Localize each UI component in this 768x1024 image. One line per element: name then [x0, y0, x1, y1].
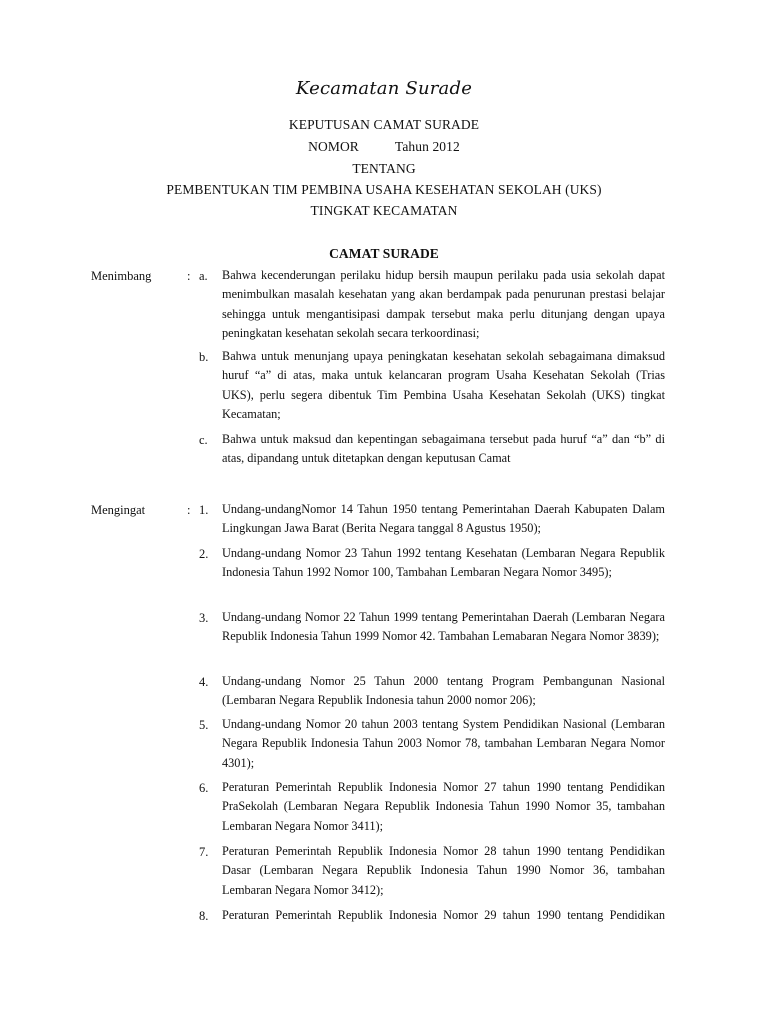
mengingat-item: Undang-undang Nomor 23 Tahun 1992 tentang Kesehatan (Lembaran Negara Republik Indonesia Tahun 1992 Nomor 100, Tambahan Lembaran Negara Nomor 3495);: [222, 546, 665, 580]
mengingat-item: Undang-undang Nomor 20 tahun 2003 tentang System Pendidikan Nasional (Lembaran Negara Republik Indonesia Tahun 2003 Nomor 78, tambahan Lembaran Negara Nomor 4301);: [222, 717, 665, 770]
mengingat-marker: 2.: [199, 547, 209, 561]
about-label: TENTANG: [352, 161, 416, 176]
mengingat-item: Undang-undang Nomor 22 Tahun 1999 tentang Pemerintahan Daerah (Lembaran Negara Republik Indonesia Tahun 1999 Nomor 42. Tambahan Lemabaran Negara Nomor 3839);: [222, 610, 665, 644]
menimbang-label: Menimbang: [91, 269, 152, 283]
mengingat-marker: 7.: [199, 845, 209, 859]
year-label: Tahun 2012: [394, 139, 460, 154]
menimbang-item: Bahwa kecenderungan perilaku hidup bersih maupun perilaku pada usia sekolah dapat menimbulkan masalah kesehatan yang akan berdampak pada penurunan prestasi belajar sehingga untuk mengantisipasi dampak tersebut maka perlu ditunjang dengan upaya peningkatan kesehatan sekolah secara terkoordinasi;: [222, 268, 665, 340]
menimbang-marker: c.: [199, 433, 208, 447]
number-label: NOMOR: [308, 139, 359, 154]
decree-title: KEPUTUSAN CAMAT SURADE: [288, 117, 480, 132]
decree-number-line: [0, 139, 768, 155]
mengingat-item: Undang-undang Nomor 25 Tahun 2000 tentang Program Pembangunan Nasional (Lembaran Negara Republik Indonesia tahun 2000 nomor 206);: [222, 674, 665, 708]
district-title: Kecamatan Surade: [295, 78, 473, 99]
subject-line-2: TINGKAT KECAMATAN: [310, 203, 458, 218]
menimbang-marker: b.: [199, 350, 209, 364]
subject-line-1: PEMBENTUKAN TIM PEMBINA USAHA KESEHATAN SEKOLAH (UKS): [166, 182, 602, 197]
menimbang-colon: :: [187, 269, 191, 283]
menimbang-item: Bahwa untuk maksud dan kepentingan sebagaimana tersebut pada huruf “a” dan “b” di atas, dipandang untuk ditetapkan dengan keputusan Camat: [222, 432, 665, 466]
mengingat-marker: 1.: [199, 503, 209, 517]
menimbang-item: Bahwa untuk menunjang upaya peningkatan kesehatan sekolah sebagaimana dimaksud huruf “a” di atas, maka untuk kelancaran program Usaha Kesehatan Sekolah (Trias UKS), perlu segera dibentuk Tim Pembina Usaha Kesehatan Sekolah (UKS) tingkat Kecamatan;: [222, 349, 665, 421]
mengingat-item: Peraturan Pemerintah Republik Indonesia Nomor 27 tahun 1990 tentang Pendidikan PraSekolah (Lembaran Negara Republik Indonesia Tahun 1990 Nomor 35, tambahan Lembaran Negara Nomor 3411);: [222, 780, 665, 833]
mengingat-item: Undang-undangNomor 14 Tahun 1950 tentang Pemerintahan Daerah Kabupaten Dalam Lingkungan Jawa Barat (Berita Negara tanggal 8 Agustus 1950);: [222, 502, 665, 536]
mengingat-marker: 4.: [199, 675, 209, 689]
menimbang-marker: a.: [199, 269, 208, 283]
mengingat-marker: 6.: [199, 781, 209, 795]
mengingat-marker: 8.: [199, 909, 209, 923]
mengingat-colon: :: [187, 503, 191, 517]
issuer-title: CAMAT SURADE: [329, 246, 439, 261]
mengingat-item: Peraturan Pemerintah Republik Indonesia Nomor 29 tahun 1990 tentang Pendidikan: [222, 908, 665, 922]
mengingat-item: Peraturan Pemerintah Republik Indonesia Nomor 28 tahun 1990 tentang Pendidikan Dasar (Lembaran Negara Republik Indonesia Tahun 1990 Nomor 36, tambahan Lembaran Negara Nomor 3412);: [222, 844, 665, 897]
mengingat-marker: 5.: [199, 718, 209, 732]
mengingat-marker: 3.: [199, 611, 209, 625]
mengingat-label: Mengingat: [91, 503, 146, 517]
